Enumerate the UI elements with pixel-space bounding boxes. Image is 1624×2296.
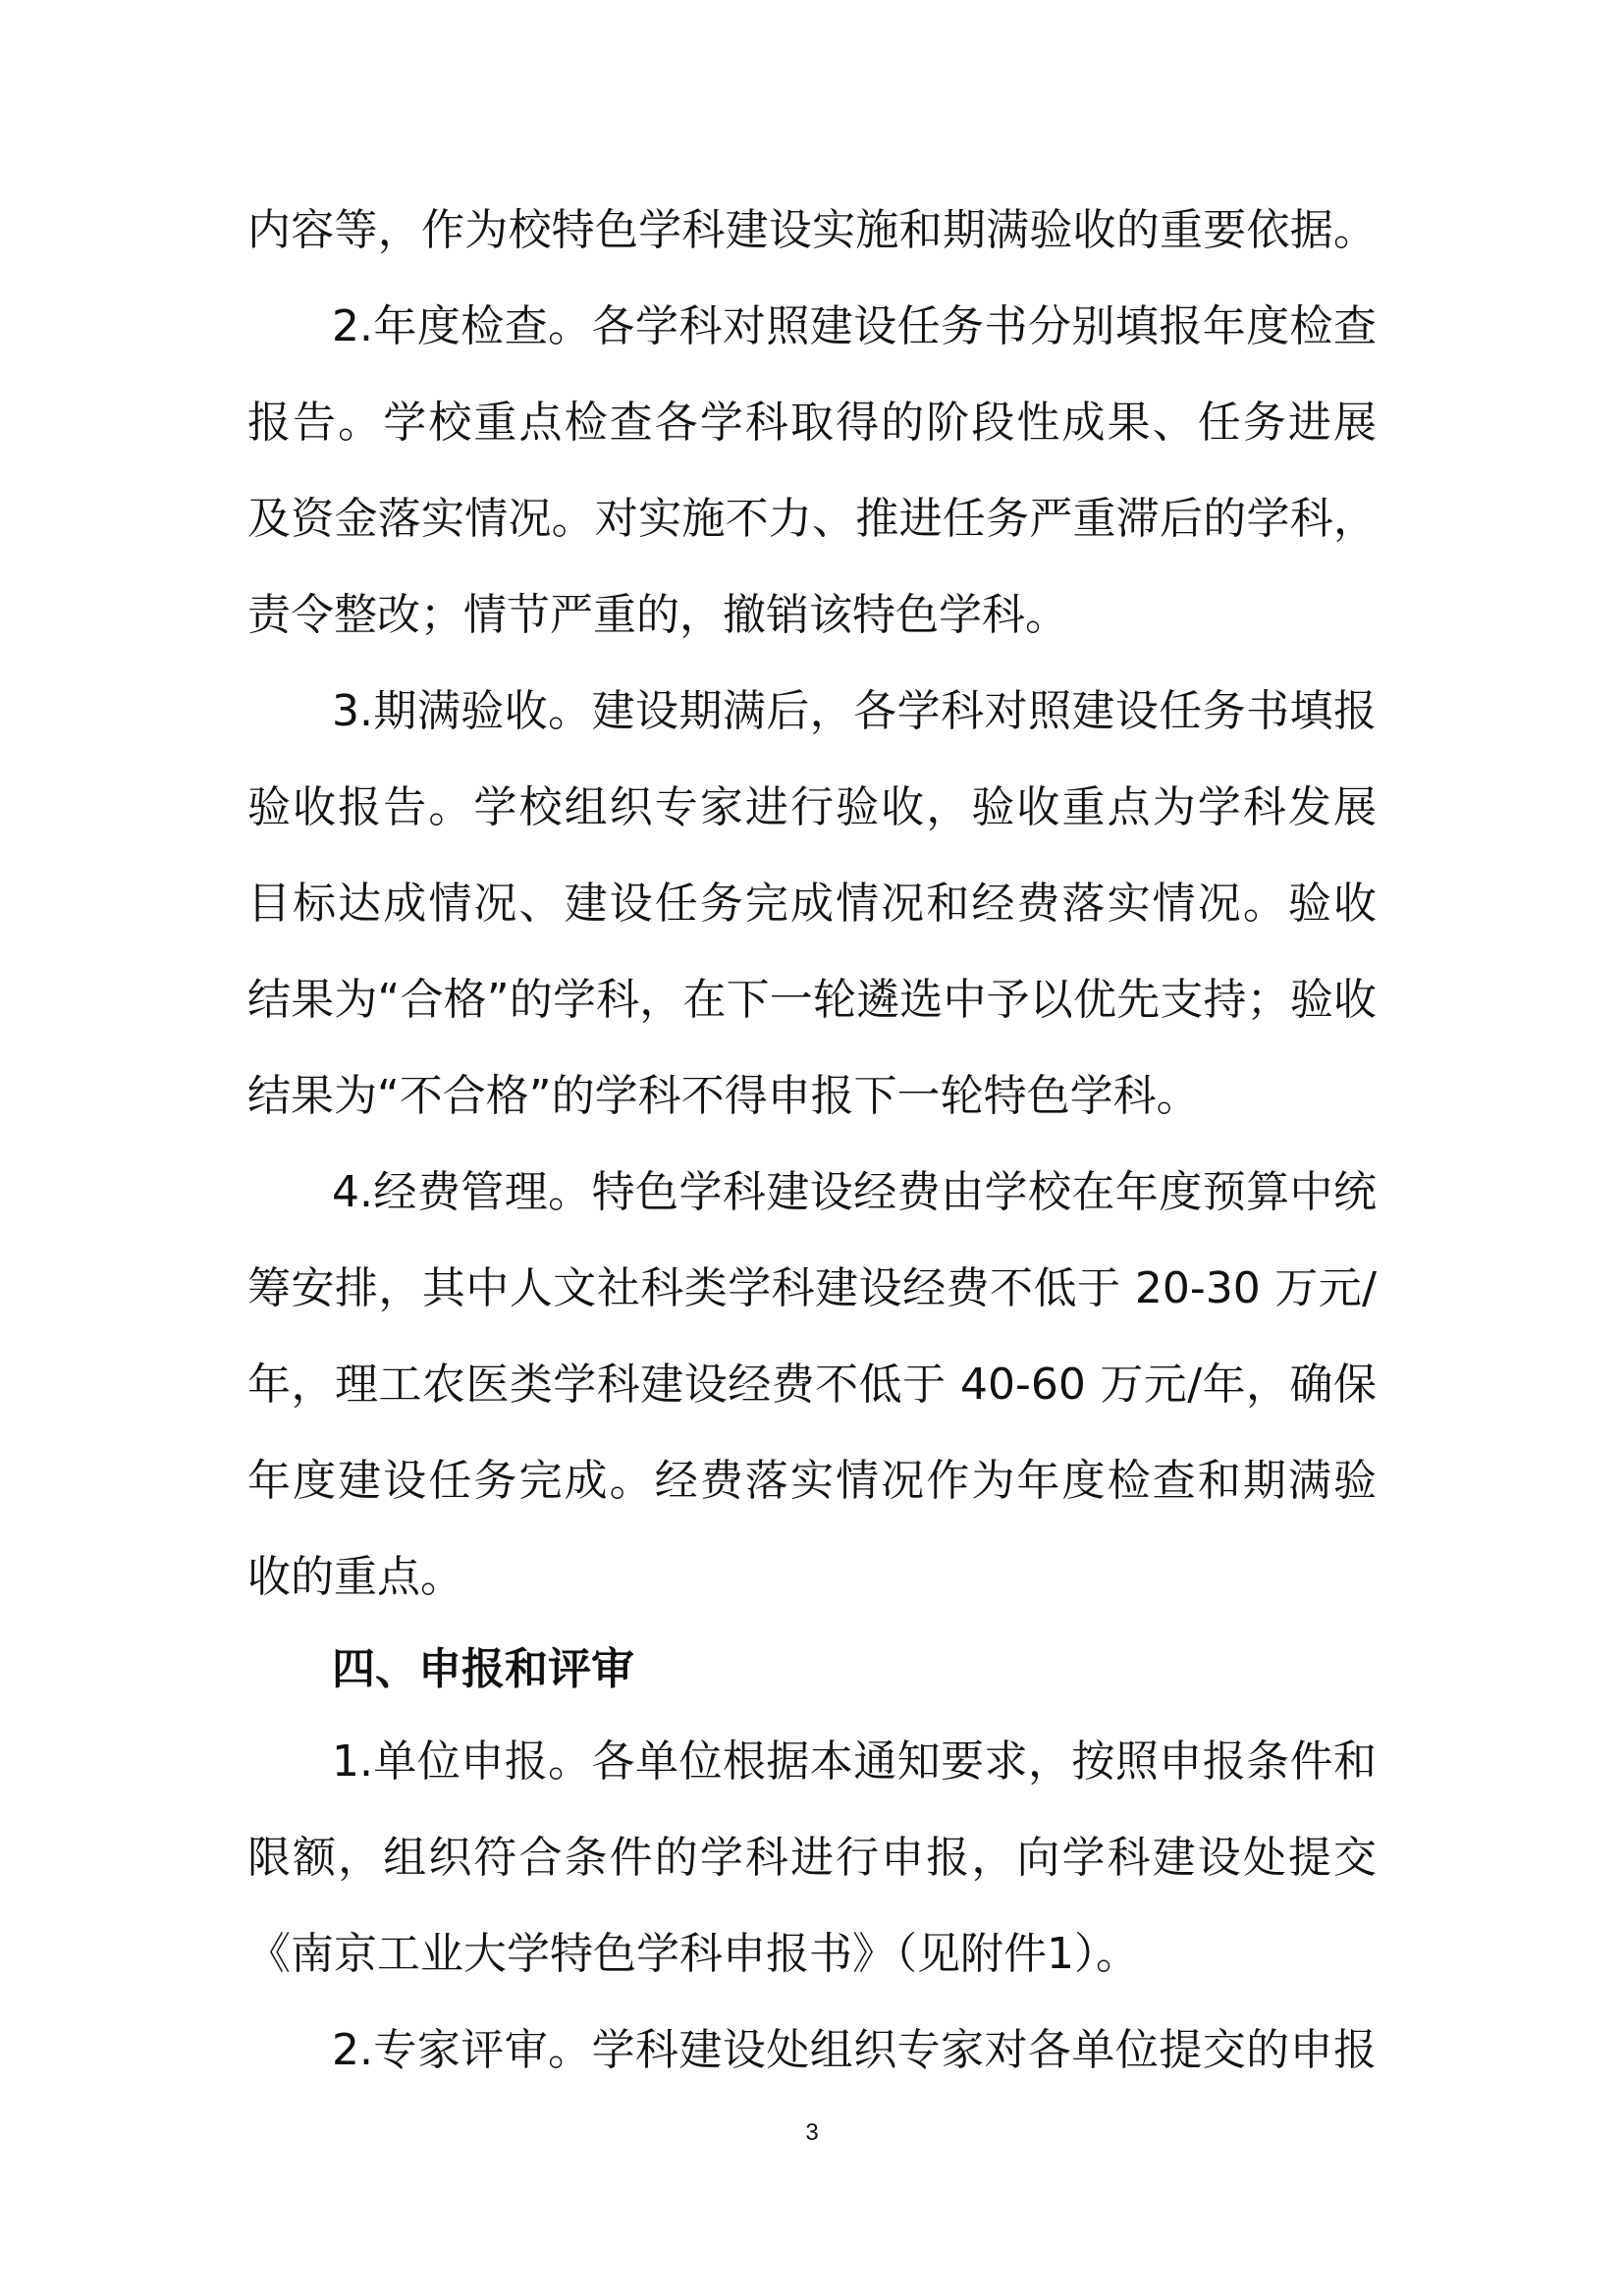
text-line: 结果为“合格”的学科，在下一轮遴选中予以优先支持；验收 xyxy=(247,975,1377,1025)
page-number: 3 xyxy=(805,2119,819,2146)
text-line: 结果为“不合格”的学科不得申报下一轮特色学科。 xyxy=(247,1071,1200,1121)
text-line: 3.期满验收。建设期满后，各学科对照建设任务书填报 xyxy=(332,686,1377,736)
text-line: 收的重点。 xyxy=(247,1552,463,1602)
section-heading: 四、申报和评审 xyxy=(332,1644,634,1694)
text-line: 2.专家评审。学科建设处组织专家对各单位提交的申报 xyxy=(332,2025,1377,2075)
text-line: 报告。学校重点检查各学科取得的阶段性成果、任务进展 xyxy=(247,398,1377,448)
text-line: 筹安排，其中人文社科类学科建设经费不低于 20-30 万元/ xyxy=(247,1263,1377,1313)
text-line: 1.单位申报。各单位根据本通知要求，按照申报条件和 xyxy=(332,1736,1377,1787)
text-line: 责令整改；情节严重的，撤销该特色学科。 xyxy=(247,590,1068,640)
text-line: 2.年度检查。各学科对照建设任务书分别填报年度检查 xyxy=(332,301,1377,351)
text-line: 年，理工农医类学科建设经费不低于 40-60 万元/年，确保 xyxy=(247,1360,1377,1410)
text-line: 目标达成情况、建设任务完成情况和经费落实情况。验收 xyxy=(247,879,1377,929)
text-line: 4.经费管理。特色学科建设经费由学校在年度预算中统 xyxy=(332,1167,1377,1217)
text-line: 年度建设任务完成。经费落实情况作为年度检查和期满验 xyxy=(247,1456,1377,1506)
text-line: 内容等，作为校特色学科建设实施和期满验收的重要依据。 xyxy=(247,205,1377,255)
text-line: 限额，组织符合条件的学科进行申报，向学科建设处提交 xyxy=(247,1833,1377,1883)
text-line: 及资金落实情况。对实施不力、推进任务严重滞后的学科， xyxy=(247,494,1377,544)
text-line: 验收报告。学校组织专家进行验收，验收重点为学科发展 xyxy=(247,782,1377,832)
text-line: 《南京工业大学特色学科申报书》（见附件1）。 xyxy=(247,1929,1139,1979)
